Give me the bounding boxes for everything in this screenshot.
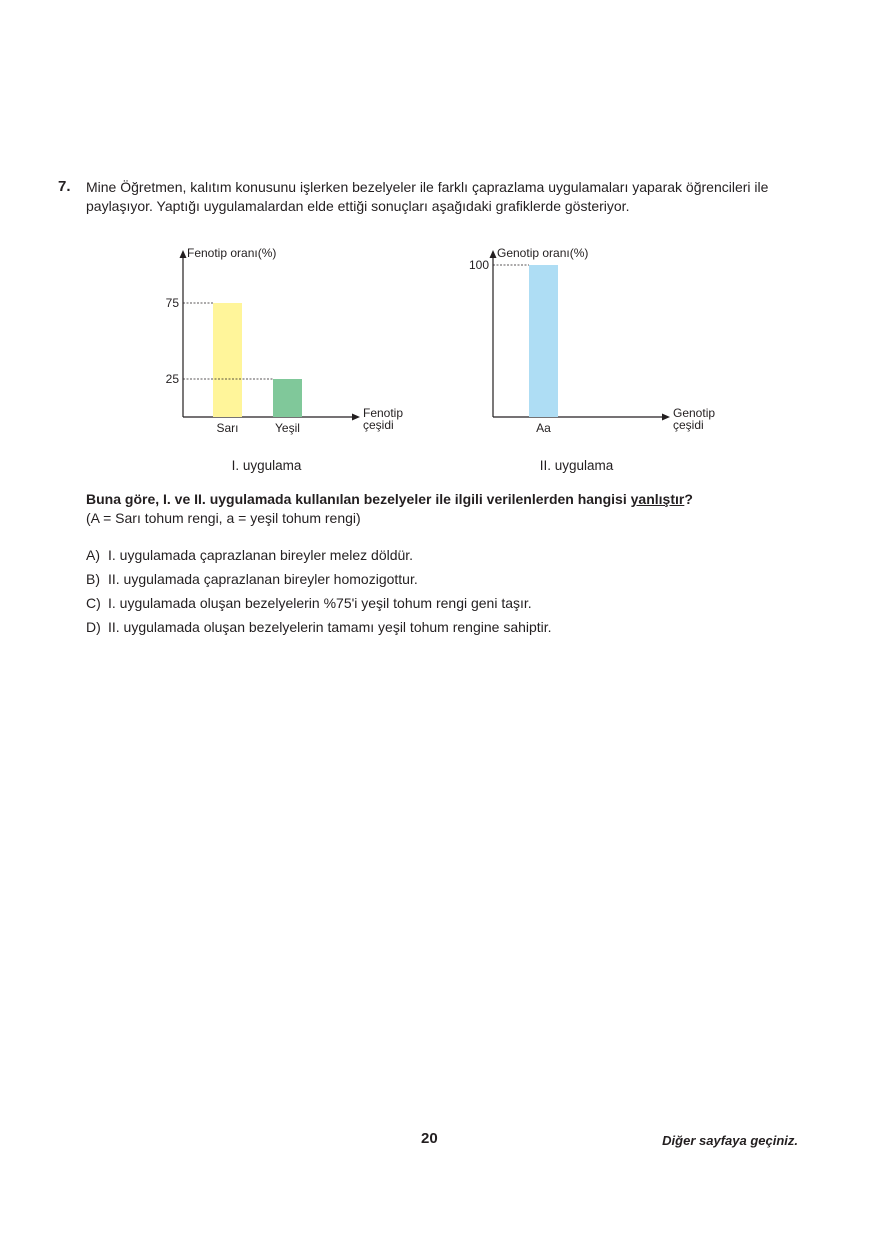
option-d[interactable]	[86, 618, 552, 642]
option-c[interactable]	[86, 594, 552, 618]
option-letter: C)	[86, 595, 101, 611]
stem-keyword: yanlıştır	[630, 491, 685, 507]
chart-1-x-axis-label-line-1: Fenotip	[363, 406, 404, 420]
chart-1-bar-sarı	[213, 303, 242, 417]
stem-text: Buna göre, I. ve II. uygulamada kullanılan bezelyeler ile ilgili verilenlerden hangisi	[86, 491, 627, 507]
chart-1-tick-label: 25	[165, 372, 179, 386]
next-page-note: Diğer sayfaya geçiniz.	[662, 1133, 798, 1148]
chart-2-x-axis-label-line-2: çeşidi	[673, 418, 704, 432]
chart-1-y-axis-arrow	[180, 250, 187, 258]
question-stem	[86, 490, 786, 528]
charts-figure	[150, 236, 750, 481]
question-intro-line-2: paylaşıyor. Yaptığı uygulamalardan elde ettiği sonuçları aşağıdaki grafiklerde gösteriyor.	[86, 198, 630, 214]
question-intro	[86, 178, 804, 216]
chart-1-bar-yeşil	[273, 379, 302, 417]
option-letter: D)	[86, 619, 101, 635]
chart-1-title: I. uygulama	[231, 458, 302, 473]
page-number: 20	[421, 1130, 438, 1147]
chart-1-category-label: Sarı	[216, 421, 239, 435]
option-text: II. uygulamada çaprazlanan bireyler homozigottur.	[108, 571, 418, 587]
chart-1-tick-label: 75	[165, 296, 179, 310]
question-intro-line-1: Mine Öğretmen, kalıtım konusunu işlerken bezelyeler ile farklı çaprazlama uygulamaları yaparak öğrencileri ile	[86, 179, 769, 195]
chart-2-tick-label: 100	[468, 258, 489, 272]
option-text: I. uygulamada oluşan bezelyelerin %75'i yeşil tohum rengi geni taşır.	[108, 595, 532, 611]
allele-note: (A = Sarı tohum rengi, a = yeşil tohum rengi)	[86, 510, 361, 526]
chart-1-x-axis-label-line-2: çeşidi	[363, 418, 394, 432]
option-letter: A)	[86, 547, 100, 563]
option-letter: B)	[86, 571, 100, 587]
option-b[interactable]	[86, 570, 552, 594]
question-number: 7.	[58, 178, 71, 195]
option-a[interactable]	[86, 546, 552, 570]
chart-2-category-label: Aa	[536, 421, 551, 435]
answer-options	[86, 546, 552, 642]
chart-2-title: II. uygulama	[539, 458, 614, 473]
option-text: I. uygulamada çaprazlanan bireyler melez döldür.	[108, 547, 414, 563]
chart-2-y-axis-arrow	[490, 250, 497, 258]
stem-question-mark: ?	[684, 491, 693, 507]
option-text: II. uygulamada oluşan bezelyelerin tamamı yeşil tohum rengine sahiptir.	[108, 619, 552, 635]
chart-1-y-axis-label: Fenotip oranı(%)	[187, 246, 277, 260]
chart-1-x-axis-arrow	[352, 414, 360, 421]
chart-2-bar-aa	[529, 265, 558, 417]
chart-2-x-axis-arrow	[662, 414, 670, 421]
chart-2-x-axis-label-line-1: Genotip	[673, 406, 716, 420]
chart-1-category-label: Yeşil	[275, 421, 300, 435]
chart-2-y-axis-label: Genotip oranı(%)	[497, 246, 589, 260]
